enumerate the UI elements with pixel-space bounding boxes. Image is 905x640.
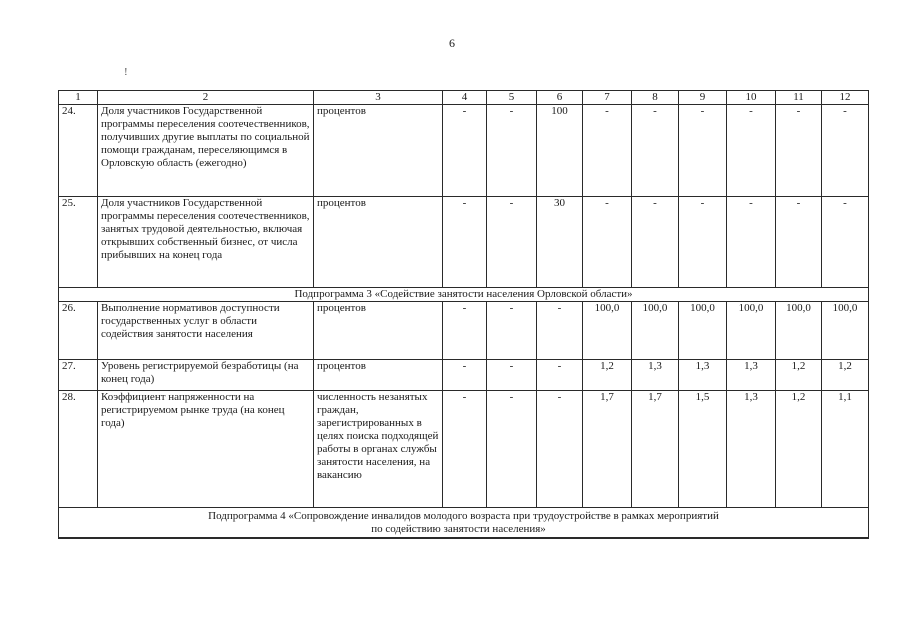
column-header: 8 (632, 91, 679, 105)
row-number: 27. (59, 360, 98, 391)
value-cell: 1,2 (776, 360, 822, 391)
unit-cell: численность незанятых граждан, зарегистрированных в целях поиска подходящей работы в органах службы занятости населения, на вакансию (314, 391, 443, 508)
margin-mark: ! (124, 66, 128, 78)
value-cell: - (679, 105, 727, 197)
page-number: 6 (449, 36, 455, 50)
value-cell: - (776, 197, 822, 288)
subprogram-row (59, 508, 869, 538)
subprogram-title-line-2: по содействию занятости населения» (371, 523, 546, 535)
value-cell: - (443, 360, 487, 391)
value-cell: 1,7 (632, 391, 679, 508)
value-cell: - (679, 197, 727, 288)
indicator-name: Доля участников Государственной программы переселения соотечественников, получивших другие выплаты по социальной помощи гражданам, переселяющимся в Орловскую область (ежегодно) (98, 105, 314, 197)
value-cell: 1,1 (822, 391, 869, 508)
column-header: 12 (822, 91, 869, 105)
row-number: 25. (59, 197, 98, 288)
value-cell: 1,3 (727, 391, 776, 508)
value-cell: 1,2 (822, 360, 869, 391)
value-cell: - (537, 391, 583, 508)
value-cell: 100 (537, 105, 583, 197)
table-row (59, 197, 869, 288)
row-number: 24. (59, 105, 98, 197)
column-header: 4 (443, 91, 487, 105)
header-row (59, 91, 869, 105)
unit-cell: процентов (314, 197, 443, 288)
value-cell: 1,2 (776, 391, 822, 508)
value-cell: - (443, 197, 487, 288)
subprogram-title (59, 508, 869, 538)
value-cell: - (443, 302, 487, 360)
indicator-name: Доля участников Государственной программы переселения соотечественников, занятых трудовой деятельностью, включая открывших собственный бизнес, от числа прибывших на конец года (98, 197, 314, 288)
unit-cell: процентов (314, 360, 443, 391)
value-cell: 1,3 (679, 360, 727, 391)
indicators-table (58, 90, 869, 539)
table-row (59, 391, 869, 508)
value-cell: 100,0 (727, 302, 776, 360)
value-cell: - (443, 105, 487, 197)
subprogram-title: Подпрограмма 3 «Содействие занятости населения Орловской области» (59, 288, 869, 302)
value-cell: - (583, 105, 632, 197)
value-cell: 100,0 (822, 302, 869, 360)
column-header: 6 (537, 91, 583, 105)
value-cell: - (583, 197, 632, 288)
value-cell: - (822, 197, 869, 288)
column-header: 9 (679, 91, 727, 105)
column-header: 11 (776, 91, 822, 105)
table-row (59, 105, 869, 197)
value-cell: 1,3 (632, 360, 679, 391)
column-header: 1 (59, 91, 98, 105)
value-cell: 1,2 (583, 360, 632, 391)
value-cell: - (487, 197, 537, 288)
value-cell: 1,3 (727, 360, 776, 391)
value-cell: - (727, 105, 776, 197)
value-cell: 100,0 (776, 302, 822, 360)
value-cell: 100,0 (679, 302, 727, 360)
indicator-name: Коэффициент напряженности на регистрируемом рынке труда (на конец года) (98, 391, 314, 508)
subprogram-row (59, 288, 869, 302)
value-cell: - (487, 302, 537, 360)
unit-cell: процентов (314, 302, 443, 360)
row-number: 26. (59, 302, 98, 360)
value-cell: 1,5 (679, 391, 727, 508)
unit-cell: процентов (314, 105, 443, 197)
value-cell: - (776, 105, 822, 197)
value-cell: - (632, 197, 679, 288)
column-header: 5 (487, 91, 537, 105)
row-number: 28. (59, 391, 98, 508)
value-cell: - (537, 302, 583, 360)
value-cell: - (822, 105, 869, 197)
column-header: 7 (583, 91, 632, 105)
value-cell: - (487, 360, 537, 391)
value-cell: - (487, 105, 537, 197)
column-header: 10 (727, 91, 776, 105)
value-cell: - (727, 197, 776, 288)
value-cell: - (443, 391, 487, 508)
value-cell: 100,0 (583, 302, 632, 360)
column-header: 2 (98, 91, 314, 105)
value-cell: 100,0 (632, 302, 679, 360)
column-header: 3 (314, 91, 443, 105)
value-cell: 1,7 (583, 391, 632, 508)
subprogram-title-line-1: Подпрограмма 4 «Сопровождение инвалидов молодого возраста при трудоустройстве в рамках мероприятий (208, 510, 719, 522)
value-cell: - (632, 105, 679, 197)
table-row (59, 360, 869, 391)
indicator-name: Выполнение нормативов доступности государственных услуг в области содействия занятости населения (98, 302, 314, 360)
value-cell: - (487, 391, 537, 508)
value-cell: - (537, 360, 583, 391)
value-cell: 30 (537, 197, 583, 288)
table-row (59, 302, 869, 360)
indicator-name: Уровень регистрируемой безработицы (на конец года) (98, 360, 314, 391)
